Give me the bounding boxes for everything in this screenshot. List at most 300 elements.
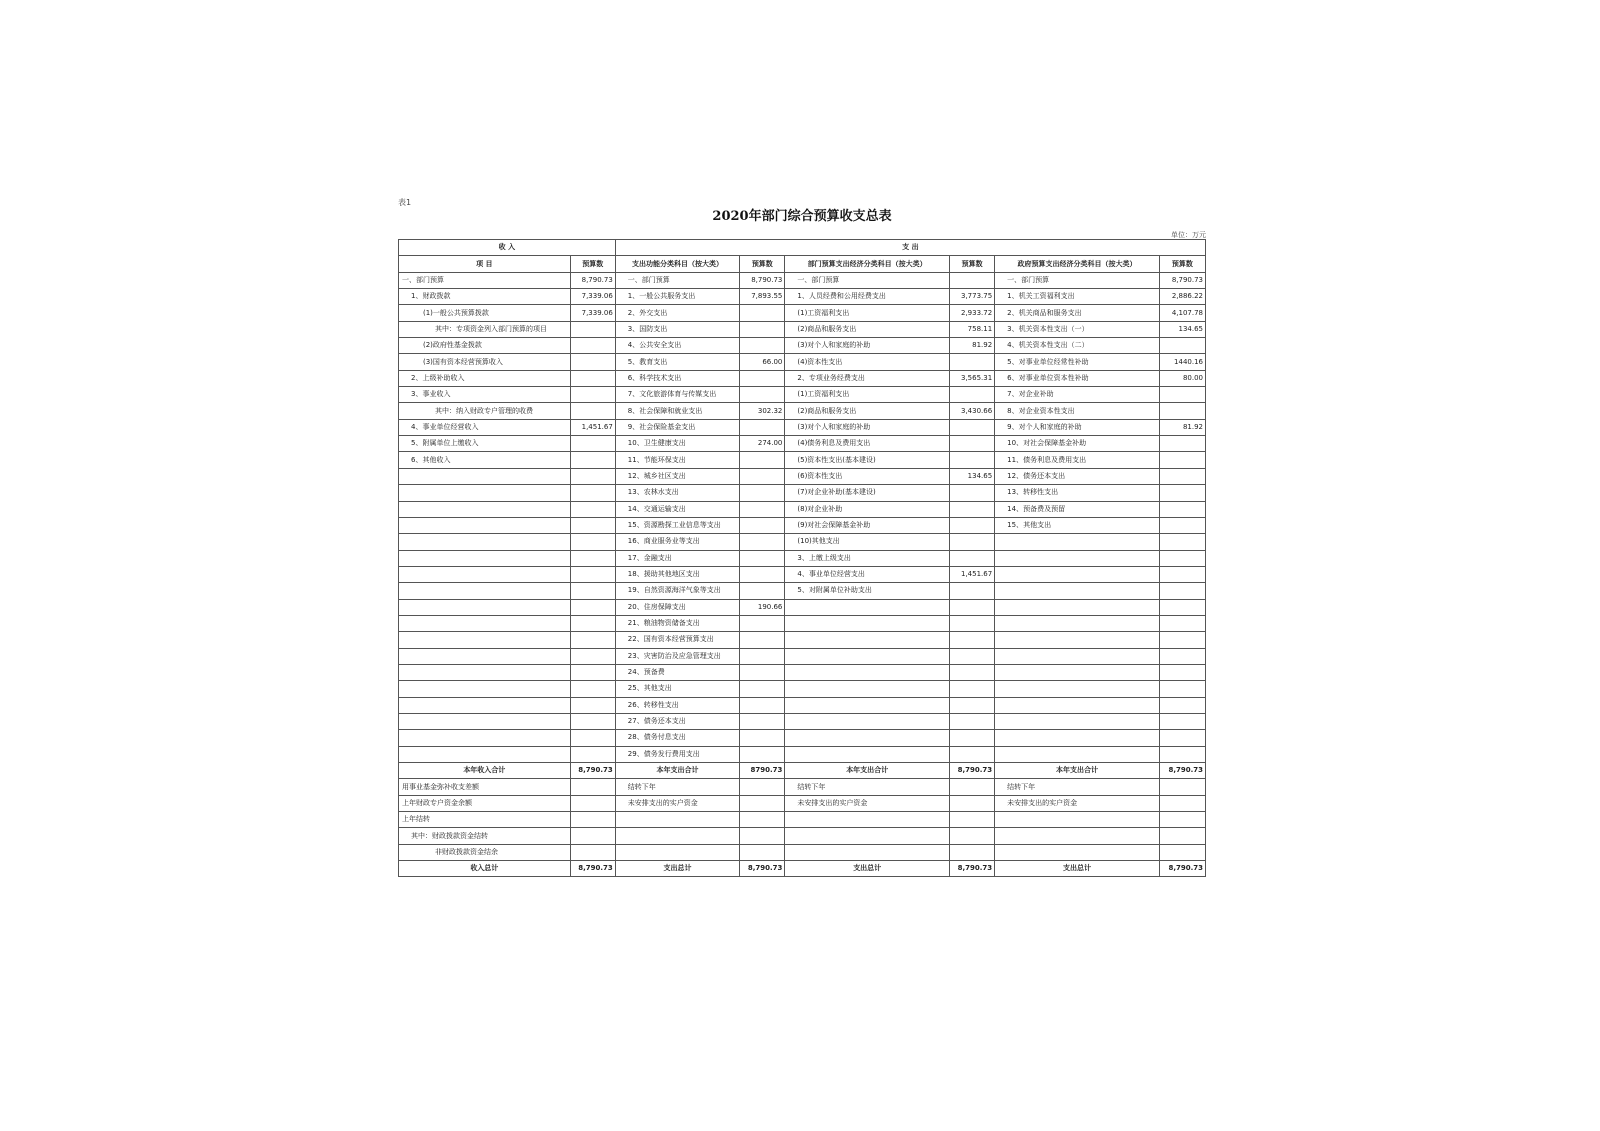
item-cell: (4)资本性支出: [785, 354, 950, 370]
amount-cell: [950, 517, 995, 533]
col-header-gov-economic-class: 政府预算支出经济分类科目（按大类）: [995, 256, 1160, 272]
item-cell: 其中：专项资金列入部门预算的项目: [399, 321, 571, 337]
table-row: [399, 468, 1206, 484]
col-header-amount: 预算数: [570, 256, 615, 272]
item-cell: (2)政府性基金拨款: [399, 338, 571, 354]
item-cell: 1、机关工资福利支出: [995, 289, 1160, 305]
amount-cell: 8,790.73: [1159, 861, 1205, 877]
amount-cell: [1159, 632, 1205, 648]
item-cell: 9、社会保险基金支出: [615, 419, 739, 435]
amount-cell: [950, 485, 995, 501]
amount-cell: [570, 681, 615, 697]
unit-label: 单位：万元: [1171, 231, 1206, 239]
item-cell: [785, 632, 950, 648]
amount-cell: [570, 485, 615, 501]
item-cell: 17、金融支出: [615, 550, 739, 566]
amount-cell: [740, 534, 785, 550]
item-cell: [995, 664, 1160, 680]
amount-cell: [950, 648, 995, 664]
amount-cell: [1159, 648, 1205, 664]
table-row: [399, 501, 1206, 517]
amount-cell: 3,430.66: [950, 403, 995, 419]
amount-cell: 8,790.73: [570, 763, 615, 779]
amount-cell: [1159, 387, 1205, 403]
item-cell: [995, 583, 1160, 599]
item-cell: 非财政拨款资金结余: [399, 844, 571, 860]
amount-cell: [570, 648, 615, 664]
amount-cell: [950, 452, 995, 468]
item-cell: 其中：纳入财政专户管理的收费: [399, 403, 571, 419]
amount-cell: 80.00: [1159, 370, 1205, 386]
item-cell: [785, 615, 950, 631]
item-cell: [995, 844, 1160, 860]
amount-cell: 302.32: [740, 403, 785, 419]
amount-cell: 134.65: [950, 468, 995, 484]
amount-cell: [1159, 599, 1205, 615]
amount-cell: [570, 730, 615, 746]
item-cell: 15、资源勘探工业信息等支出: [615, 517, 739, 533]
item-cell: (3)国有资本经营预算收入: [399, 354, 571, 370]
amount-cell: [950, 354, 995, 370]
amount-cell: [1159, 485, 1205, 501]
item-cell: 25、其他支出: [615, 681, 739, 697]
amount-cell: [1159, 403, 1205, 419]
item-cell: 本年支出合计: [615, 763, 739, 779]
amount-cell: [1159, 664, 1205, 680]
item-cell: [399, 681, 571, 697]
item-cell: 4、公共安全支出: [615, 338, 739, 354]
table-row: [399, 566, 1206, 582]
amount-cell: [950, 812, 995, 828]
amount-cell: [950, 583, 995, 599]
item-cell: 结转下年: [785, 779, 950, 795]
item-cell: [785, 664, 950, 680]
table-row: [399, 779, 1206, 795]
item-cell: (10)其他支出: [785, 534, 950, 550]
item-cell: 1、人员经费和公用经费支出: [785, 289, 950, 305]
amount-cell: [950, 681, 995, 697]
income-section-header: 收 入: [399, 240, 616, 256]
item-cell: 19、自然资源海洋气象等支出: [615, 583, 739, 599]
item-cell: [399, 664, 571, 680]
item-cell: 其中：财政拨款资金结转: [399, 828, 571, 844]
amount-cell: [740, 468, 785, 484]
amount-cell: [740, 583, 785, 599]
table-row: [399, 305, 1206, 321]
item-cell: [399, 583, 571, 599]
item-cell: 5、附属单位上缴收入: [399, 436, 571, 452]
item-cell: [399, 501, 571, 517]
table-row: [399, 844, 1206, 860]
item-cell: [785, 697, 950, 713]
item-cell: (6)资本性支出: [785, 468, 950, 484]
table-row: [399, 664, 1206, 680]
amount-cell: [570, 501, 615, 517]
item-cell: [995, 615, 1160, 631]
amount-cell: 8,790.73: [1159, 272, 1205, 288]
item-cell: [785, 599, 950, 615]
item-cell: 3、上缴上级支出: [785, 550, 950, 566]
item-cell: (4)债务利息及费用支出: [785, 436, 950, 452]
table-row: [399, 289, 1206, 305]
item-cell: 未安排支出的实户资金: [785, 795, 950, 811]
item-cell: [995, 713, 1160, 729]
item-cell: [785, 844, 950, 860]
item-cell: 20、住房保障支出: [615, 599, 739, 615]
item-cell: [785, 812, 950, 828]
item-cell: 9、对个人和家庭的补助: [995, 419, 1160, 435]
item-cell: 7、对企业补助: [995, 387, 1160, 403]
item-cell: [995, 812, 1160, 828]
amount-cell: [950, 599, 995, 615]
amount-cell: [1159, 338, 1205, 354]
amount-cell: [950, 272, 995, 288]
item-cell: (3)对个人和家庭的补助: [785, 338, 950, 354]
amount-cell: [570, 468, 615, 484]
amount-cell: [570, 354, 615, 370]
item-cell: (7)对企业补助(基本建设): [785, 485, 950, 501]
table-row: [399, 550, 1206, 566]
item-cell: 未安排支出的实户资金: [995, 795, 1160, 811]
item-cell: 收入总计: [399, 861, 571, 877]
table-row: [399, 338, 1206, 354]
table-row: [399, 632, 1206, 648]
item-cell: 6、其他收入: [399, 452, 571, 468]
item-cell: 21、粮油物资储备支出: [615, 615, 739, 631]
item-cell: 14、交通运输支出: [615, 501, 739, 517]
amount-cell: 1,451.67: [570, 419, 615, 435]
item-cell: 本年支出合计: [785, 763, 950, 779]
item-cell: 用事业基金弥补收支差额: [399, 779, 571, 795]
amount-cell: 7,339.06: [570, 305, 615, 321]
amount-cell: [740, 632, 785, 648]
item-cell: (1)一般公共预算拨款: [399, 305, 571, 321]
amount-cell: [950, 436, 995, 452]
amount-cell: [570, 697, 615, 713]
amount-cell: [1159, 436, 1205, 452]
item-cell: [399, 615, 571, 631]
amount-cell: 190.66: [740, 599, 785, 615]
table-row: [399, 583, 1206, 599]
item-cell: 上年财政专户资金余额: [399, 795, 571, 811]
amount-cell: [950, 387, 995, 403]
item-cell: [785, 713, 950, 729]
item-cell: [785, 730, 950, 746]
item-cell: 支出总计: [785, 861, 950, 877]
table-row: [399, 419, 1206, 435]
amount-cell: [950, 746, 995, 762]
table-row: [399, 681, 1206, 697]
col-header-amount: 预算数: [1159, 256, 1205, 272]
col-header-dept-economic-class: 部门预算支出经济分类科目（按大类）: [785, 256, 950, 272]
item-cell: 10、卫生健康支出: [615, 436, 739, 452]
amount-cell: [570, 403, 615, 419]
grand-total-row: [399, 861, 1206, 877]
item-cell: [995, 681, 1160, 697]
amount-cell: 8,790.73: [1159, 763, 1205, 779]
item-cell: [399, 468, 571, 484]
amount-cell: [570, 779, 615, 795]
item-cell: 4、事业单位经营收入: [399, 419, 571, 435]
col-header-function-class: 支出功能分类科目（按大类）: [615, 256, 739, 272]
amount-cell: [1159, 583, 1205, 599]
item-cell: 6、对事业单位资本性补助: [995, 370, 1160, 386]
amount-cell: 8,790.73: [740, 272, 785, 288]
table-row: [399, 795, 1206, 811]
amount-cell: 1440.16: [1159, 354, 1205, 370]
table-row: [399, 746, 1206, 762]
amount-cell: [1159, 501, 1205, 517]
item-cell: 一、部门预算: [995, 272, 1160, 288]
amount-cell: [570, 713, 615, 729]
amount-cell: 8790.73: [740, 763, 785, 779]
amount-cell: [950, 844, 995, 860]
amount-cell: [1159, 730, 1205, 746]
amount-cell: [570, 550, 615, 566]
amount-cell: [1159, 795, 1205, 811]
amount-cell: [740, 485, 785, 501]
item-cell: (2)商品和服务支出: [785, 403, 950, 419]
item-cell: [785, 681, 950, 697]
item-cell: 29、债务发行费用支出: [615, 746, 739, 762]
item-cell: [995, 599, 1160, 615]
item-cell: 24、预备费: [615, 664, 739, 680]
amount-cell: [570, 387, 615, 403]
item-cell: [995, 566, 1160, 582]
table-row: [399, 534, 1206, 550]
amount-cell: 81.92: [950, 338, 995, 354]
amount-cell: 758.11: [950, 321, 995, 337]
amount-cell: [740, 370, 785, 386]
item-cell: 22、国有资本经营预算支出: [615, 632, 739, 648]
amount-cell: [950, 795, 995, 811]
amount-cell: [950, 534, 995, 550]
item-cell: 结转下年: [615, 779, 739, 795]
table-section-header: [399, 240, 1206, 256]
item-cell: 11、债务利息及费用支出: [995, 452, 1160, 468]
item-cell: 支出总计: [615, 861, 739, 877]
amount-cell: 81.92: [1159, 419, 1205, 435]
amount-cell: [570, 632, 615, 648]
amount-cell: [740, 697, 785, 713]
item-cell: 8、对企业资本性支出: [995, 403, 1160, 419]
item-cell: [399, 517, 571, 533]
amount-cell: 3,773.75: [950, 289, 995, 305]
amount-cell: [740, 321, 785, 337]
amount-cell: [950, 697, 995, 713]
amount-cell: 66.00: [740, 354, 785, 370]
amount-cell: [740, 305, 785, 321]
table-column-header: [399, 256, 1206, 272]
item-cell: 27、债务还本支出: [615, 713, 739, 729]
item-cell: (1)工资福利支出: [785, 305, 950, 321]
amount-cell: [1159, 517, 1205, 533]
table-row: [399, 272, 1206, 288]
amount-cell: 8,790.73: [950, 861, 995, 877]
budget-table: [398, 239, 1206, 877]
table-row: [399, 812, 1206, 828]
amount-cell: 3,565.31: [950, 370, 995, 386]
amount-cell: [570, 566, 615, 582]
amount-cell: [740, 566, 785, 582]
item-cell: 28、债务付息支出: [615, 730, 739, 746]
item-cell: 4、机关资本性支出（二）: [995, 338, 1160, 354]
amount-cell: [570, 664, 615, 680]
col-header-amount: 预算数: [950, 256, 995, 272]
amount-cell: [1159, 746, 1205, 762]
item-cell: [399, 534, 571, 550]
amount-cell: [950, 501, 995, 517]
item-cell: 上年结转: [399, 812, 571, 828]
table-row: [399, 370, 1206, 386]
item-cell: [399, 566, 571, 582]
item-cell: 本年收入合计: [399, 763, 571, 779]
amount-cell: 274.00: [740, 436, 785, 452]
table-row: [399, 485, 1206, 501]
page-title: 2020年部门综合预算收支总表: [712, 209, 892, 224]
amount-cell: [740, 746, 785, 762]
table-row: [399, 828, 1206, 844]
item-cell: 23、灾害防治及应急管理支出: [615, 648, 739, 664]
item-cell: [399, 485, 571, 501]
amount-cell: 8,790.73: [740, 861, 785, 877]
amount-cell: [570, 746, 615, 762]
item-cell: [399, 713, 571, 729]
item-cell: [399, 550, 571, 566]
amount-cell: [570, 321, 615, 337]
total-row: [399, 763, 1206, 779]
amount-cell: [570, 615, 615, 631]
amount-cell: [570, 534, 615, 550]
item-cell: 12、城乡社区支出: [615, 468, 739, 484]
item-cell: 14、预备费及预留: [995, 501, 1160, 517]
item-cell: 8、社会保障和就业支出: [615, 403, 739, 419]
table-row: [399, 321, 1206, 337]
item-cell: 一、部门预算: [399, 272, 571, 288]
amount-cell: [740, 812, 785, 828]
amount-cell: [1159, 468, 1205, 484]
item-cell: 结转下年: [995, 779, 1160, 795]
item-cell: [785, 828, 950, 844]
item-cell: [399, 599, 571, 615]
table-row: [399, 615, 1206, 631]
amount-cell: [570, 338, 615, 354]
amount-cell: [570, 828, 615, 844]
item-cell: 13、农林水支出: [615, 485, 739, 501]
amount-cell: [1159, 452, 1205, 468]
item-cell: 5、对事业单位经常性补助: [995, 354, 1160, 370]
item-cell: [995, 648, 1160, 664]
amount-cell: 4,107.78: [1159, 305, 1205, 321]
item-cell: 1、财政拨款: [399, 289, 571, 305]
amount-cell: [740, 550, 785, 566]
item-cell: 3、国防支出: [615, 321, 739, 337]
item-cell: 2、上级补助收入: [399, 370, 571, 386]
item-cell: 26、转移性支出: [615, 697, 739, 713]
item-cell: (8)对企业补助: [785, 501, 950, 517]
col-header-item: 项 目: [399, 256, 571, 272]
item-cell: [615, 828, 739, 844]
item-cell: [785, 648, 950, 664]
amount-cell: 8,790.73: [570, 861, 615, 877]
amount-cell: [1159, 697, 1205, 713]
amount-cell: [740, 387, 785, 403]
item-cell: [399, 697, 571, 713]
item-cell: (3)对个人和家庭的补助: [785, 419, 950, 435]
item-cell: [615, 812, 739, 828]
table-row: [399, 436, 1206, 452]
amount-cell: [740, 517, 785, 533]
item-cell: 7、文化旅游体育与传媒支出: [615, 387, 739, 403]
item-cell: [995, 534, 1160, 550]
item-cell: 6、科学技术支出: [615, 370, 739, 386]
amount-cell: [570, 583, 615, 599]
amount-cell: 8,790.73: [950, 763, 995, 779]
amount-cell: [1159, 828, 1205, 844]
item-cell: [995, 828, 1160, 844]
table-row: [399, 713, 1206, 729]
amount-cell: [570, 452, 615, 468]
amount-cell: [950, 713, 995, 729]
table-number: 表1: [398, 198, 412, 207]
amount-cell: [740, 795, 785, 811]
amount-cell: [570, 436, 615, 452]
table-row: [399, 648, 1206, 664]
item-cell: 10、对社会保障基金补助: [995, 436, 1160, 452]
amount-cell: [1159, 812, 1205, 828]
amount-cell: [950, 615, 995, 631]
amount-cell: [740, 844, 785, 860]
item-cell: (2)商品和服务支出: [785, 321, 950, 337]
item-cell: [399, 730, 571, 746]
amount-cell: 134.65: [1159, 321, 1205, 337]
item-cell: 12、债务还本支出: [995, 468, 1160, 484]
amount-cell: 2,886.22: [1159, 289, 1205, 305]
item-cell: 5、对附属单位补助支出: [785, 583, 950, 599]
amount-cell: [740, 828, 785, 844]
table-row: [399, 403, 1206, 419]
item-cell: 4、事业单位经营支出: [785, 566, 950, 582]
item-cell: 5、教育支出: [615, 354, 739, 370]
item-cell: 未安排支出的实户资金: [615, 795, 739, 811]
amount-cell: [1159, 844, 1205, 860]
item-cell: 2、专项业务经费支出: [785, 370, 950, 386]
amount-cell: [570, 599, 615, 615]
amount-cell: [570, 370, 615, 386]
item-cell: 2、外交支出: [615, 305, 739, 321]
amount-cell: 1,451.67: [950, 566, 995, 582]
table-row: [399, 599, 1206, 615]
table-row: [399, 697, 1206, 713]
item-cell: [995, 730, 1160, 746]
table-body: [399, 240, 1206, 877]
amount-cell: [950, 779, 995, 795]
amount-cell: [950, 828, 995, 844]
item-cell: 13、转移性支出: [995, 485, 1160, 501]
amount-cell: [1159, 566, 1205, 582]
table-row: [399, 730, 1206, 746]
amount-cell: [740, 664, 785, 680]
item-cell: 一、部门预算: [615, 272, 739, 288]
amount-cell: [950, 664, 995, 680]
amount-cell: [1159, 779, 1205, 795]
amount-cell: [740, 730, 785, 746]
item-cell: [399, 746, 571, 762]
amount-cell: [740, 419, 785, 435]
item-cell: [615, 844, 739, 860]
amount-cell: [950, 632, 995, 648]
item-cell: [995, 697, 1160, 713]
